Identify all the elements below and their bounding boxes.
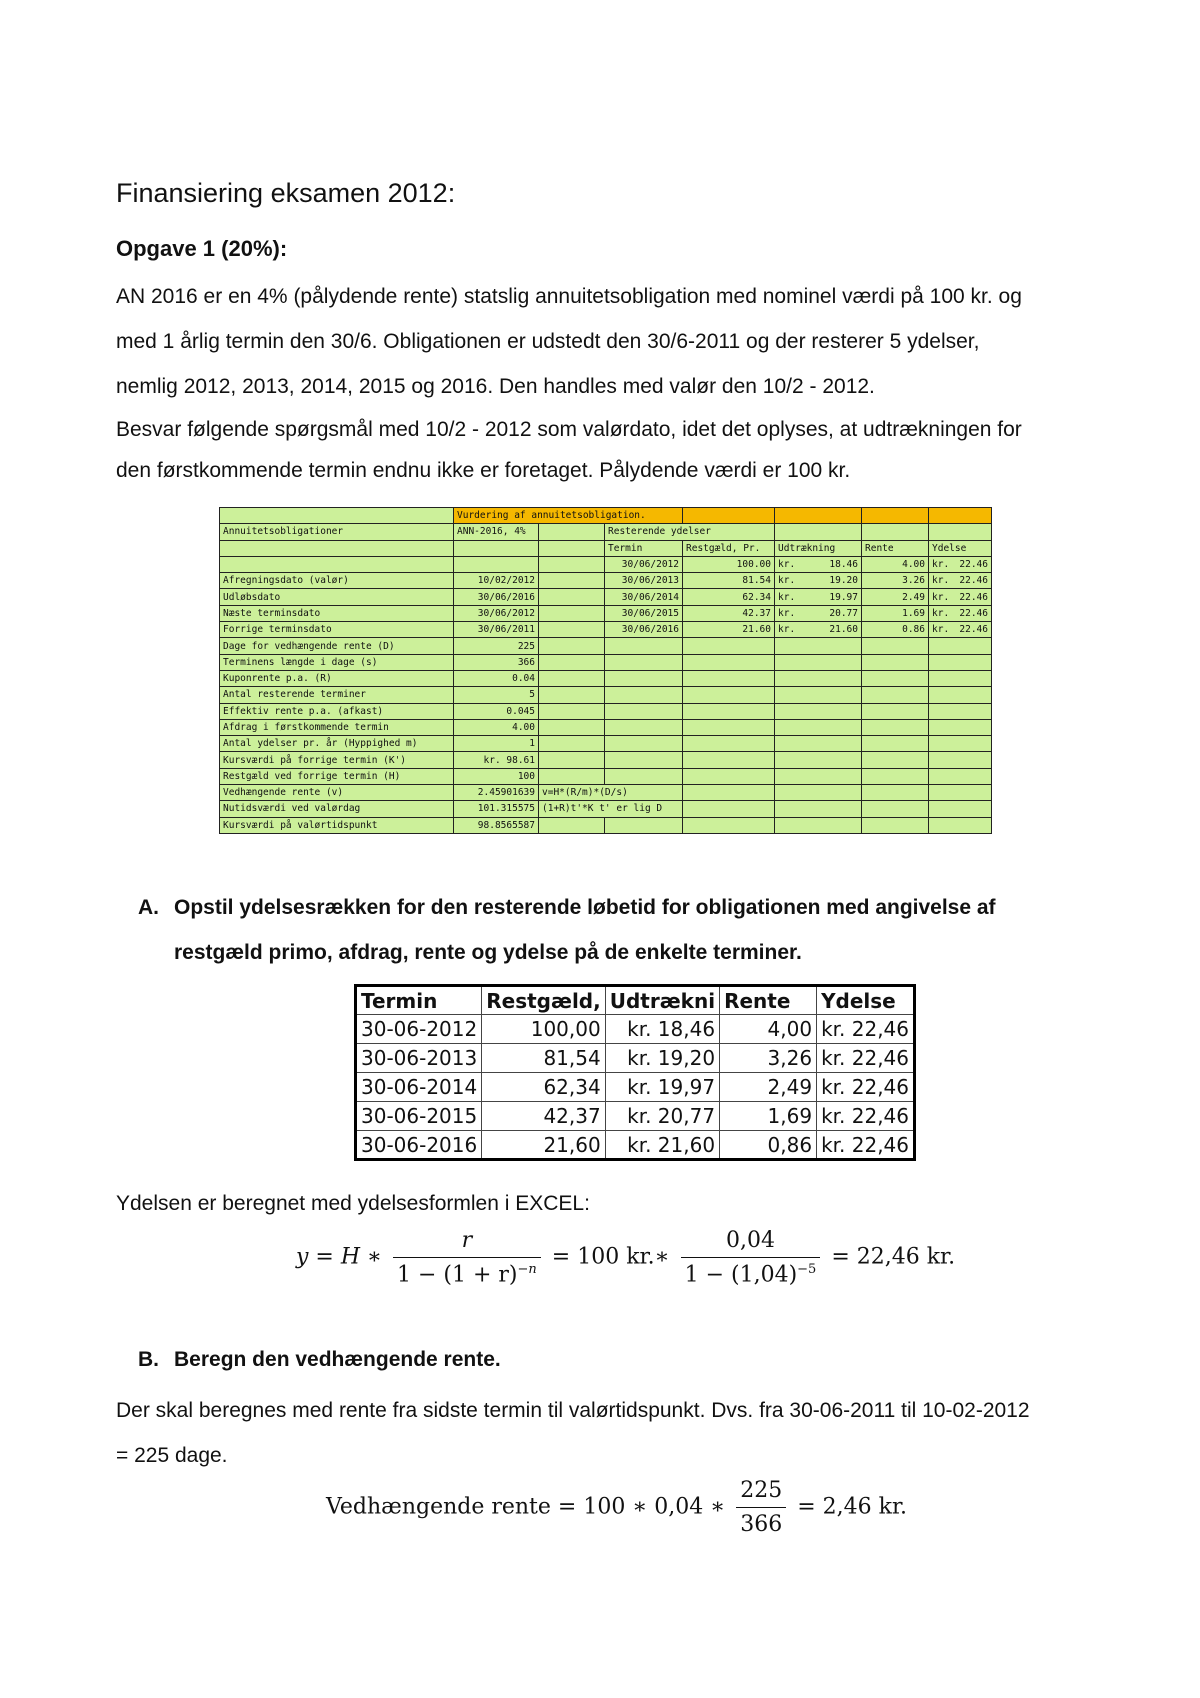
sheet-cell: 30/06/2015 xyxy=(605,605,683,621)
table-row xyxy=(356,1131,915,1160)
sheet-cell xyxy=(929,785,992,801)
sheet-cell xyxy=(862,736,929,752)
sheet-cell xyxy=(454,556,539,572)
udtr-value: 19.97 xyxy=(829,591,858,603)
sheet-cell xyxy=(929,736,992,752)
sheet-cell: Vurdering af annuitetsobligation. xyxy=(454,508,683,524)
sheet-cell: Afregningsdato (valør) xyxy=(220,573,454,589)
sheet-row xyxy=(220,573,992,589)
sheet-cell xyxy=(862,785,929,801)
table-cell: 30-06-2012 xyxy=(356,1015,482,1044)
sheet-cell xyxy=(605,670,683,686)
sheet-row xyxy=(220,719,992,735)
intro-line: Besvar følgende spørgsmål med 10/2 - 2012 som valørdato, idet det oplyses, at udtrækningen for xyxy=(116,418,1022,441)
table-cell: kr. 22,46 xyxy=(817,1073,915,1102)
fraction-days xyxy=(736,1478,786,1537)
sheet-cell: Termin xyxy=(605,540,683,556)
section-title: Opgave 1 (20%): xyxy=(116,236,288,261)
sheet-cell xyxy=(220,540,454,556)
table-cell: kr. 20,77 xyxy=(605,1102,719,1131)
sheet-cell: 2.45901639 xyxy=(454,785,539,801)
kr-unit: kr. xyxy=(932,575,950,587)
sheet-cell xyxy=(929,703,992,719)
sheet-row xyxy=(220,524,992,540)
sheet-cell xyxy=(862,768,929,784)
sheet-cell xyxy=(929,801,992,817)
task-a-line1: Opstil ydelsesrækken for den resterende løbetid for obligationen med angivelse af xyxy=(174,896,996,919)
sheet-cell xyxy=(539,540,605,556)
sheet-row xyxy=(220,670,992,686)
sheet-cell: 2.49 xyxy=(862,589,929,605)
task-a-line2: restgæld primo, afdrag, rente og ydelse på de enkelte terminer. xyxy=(174,941,802,964)
sheet-cell xyxy=(539,687,605,703)
sheet-row xyxy=(220,768,992,784)
fraction-general xyxy=(393,1228,541,1287)
intro-line: AN 2016 er en 4% (pålydende rente) statslig annuitetsobligation med nominel værdi på 100 kr. og xyxy=(116,285,1022,308)
sheet-cell: 62.34 xyxy=(683,589,775,605)
sheet-cell xyxy=(862,801,929,817)
sheet-cell: 0.045 xyxy=(454,703,539,719)
kr-unit: kr. xyxy=(778,624,796,636)
sheet-cell xyxy=(862,524,929,540)
sheet-cell xyxy=(220,556,454,572)
sheet-row xyxy=(220,589,992,605)
sheet-cell: Resterende ydelser xyxy=(605,524,775,540)
annuity-formula xyxy=(296,1228,955,1287)
table-cell: kr. 22,46 xyxy=(817,1015,915,1044)
sheet-cell xyxy=(605,768,683,784)
sheet-cell xyxy=(929,524,992,540)
fraction-numerator: r xyxy=(393,1228,541,1258)
sheet-cell: 1 xyxy=(454,736,539,752)
column-header: Termin xyxy=(356,986,482,1015)
sheet-cell xyxy=(683,801,775,817)
ydelse-text: Ydelsen er beregnet med ydelsesformlen i EXCEL: xyxy=(116,1192,590,1215)
formula-rhs: = 2,46 kr. xyxy=(797,1494,908,1520)
sheet-cell xyxy=(929,605,992,621)
sheet-cell xyxy=(775,670,862,686)
sheet-row xyxy=(220,703,992,719)
sheet-row xyxy=(220,817,992,833)
table-cell: 30-06-2015 xyxy=(356,1102,482,1131)
sheet-cell xyxy=(683,752,775,768)
sheet-cell: 30/06/2014 xyxy=(605,589,683,605)
sheet-cell xyxy=(775,556,862,572)
sheet-cell: Forrige terminsdato xyxy=(220,622,454,638)
sheet-cell xyxy=(862,817,929,833)
table-cell: 30-06-2014 xyxy=(356,1073,482,1102)
sheet-cell: ANN-2016, 4% xyxy=(454,524,539,540)
sheet-cell xyxy=(683,719,775,735)
table-cell: 62,34 xyxy=(482,1073,605,1102)
sheet-cell: Næste terminsdato xyxy=(220,605,454,621)
sheet-cell: 0.86 xyxy=(862,622,929,638)
kr-unit: kr. xyxy=(932,591,950,603)
sheet-cell xyxy=(929,719,992,735)
table-cell: 3,26 xyxy=(720,1044,817,1073)
udtr-value: 18.46 xyxy=(829,559,858,571)
sheet-cell xyxy=(220,508,454,524)
formula-rhs: = 22,46 kr. xyxy=(831,1244,956,1270)
sheet-cell xyxy=(539,605,605,621)
fraction-denominator xyxy=(393,1258,541,1287)
task-b xyxy=(138,1348,501,1372)
table-cell: 81,54 xyxy=(482,1044,605,1073)
kr-unit: kr. xyxy=(778,591,796,603)
den-base: 1 − (1,04) xyxy=(684,1262,798,1288)
sheet-row xyxy=(220,752,992,768)
sheet-cell xyxy=(929,752,992,768)
sheet-cell xyxy=(775,719,862,735)
sheet-cell xyxy=(929,573,992,589)
sheet-cell xyxy=(683,670,775,686)
table-cell: 0,86 xyxy=(720,1131,817,1160)
sheet-cell: Annuitetsobligationer xyxy=(220,524,454,540)
sheet-cell: 30/06/2012 xyxy=(605,556,683,572)
sheet-cell: 10/02/2012 xyxy=(454,573,539,589)
sheet-cell xyxy=(605,752,683,768)
table-cell: 42,37 xyxy=(482,1102,605,1131)
sheet-cell xyxy=(929,768,992,784)
sheet-row xyxy=(220,785,992,801)
table-cell: kr. 18,46 xyxy=(605,1015,719,1044)
sheet-cell: 366 xyxy=(454,654,539,670)
sheet-cell xyxy=(775,703,862,719)
sheet-cell: 5 xyxy=(454,687,539,703)
sheet-cell xyxy=(929,508,992,524)
sheet-cell xyxy=(539,736,605,752)
sheet-cell: Antal ydelser pr. år (Hyppighed m) xyxy=(220,736,454,752)
table-cell: 1,69 xyxy=(720,1102,817,1131)
sheet-cell: 30/06/2013 xyxy=(605,573,683,589)
ydelse-value: 22.46 xyxy=(959,575,988,587)
table-row xyxy=(356,1044,915,1073)
sheet-cell: 3.26 xyxy=(862,573,929,589)
sheet-cell: Restgæld, Pr. xyxy=(683,540,775,556)
fraction-numerator: 0,04 xyxy=(681,1228,821,1258)
formula-mid: = 100 kr.∗ xyxy=(551,1244,670,1270)
table-cell: 30-06-2013 xyxy=(356,1044,482,1073)
task-a-label: A. xyxy=(138,896,159,919)
sheet-cell: Rente xyxy=(862,540,929,556)
sheet-cell xyxy=(775,508,862,524)
intro-line: med 1 årlig termin den 30/6. Obligationen er udstedt den 30/6-2011 og der resterer 5 ydelser, xyxy=(116,330,980,353)
sheet-cell xyxy=(775,524,862,540)
sheet-cell: kr. 98.61 xyxy=(454,752,539,768)
table-cell: kr. 19,20 xyxy=(605,1044,719,1073)
sheet-cell xyxy=(775,573,862,589)
b-text xyxy=(116,1388,1106,1478)
sheet-cell xyxy=(929,670,992,686)
sheet-cell xyxy=(775,752,862,768)
sheet-cell: 100 xyxy=(454,768,539,784)
sheet-cell xyxy=(539,768,605,784)
sheet-cell xyxy=(454,540,539,556)
sheet-cell: Afdrag i førstkommende termin xyxy=(220,719,454,735)
sheet-cell xyxy=(683,654,775,670)
sheet-cell xyxy=(683,817,775,833)
sheet-cell xyxy=(539,524,605,540)
sheet-cell: 21.60 xyxy=(683,622,775,638)
sheet-cell xyxy=(539,719,605,735)
sheet-cell xyxy=(539,670,605,686)
sheet-cell xyxy=(775,817,862,833)
sheet-cell xyxy=(775,654,862,670)
column-header: Restgæld, xyxy=(482,986,605,1015)
table-row xyxy=(356,1073,915,1102)
sheet-row xyxy=(220,622,992,638)
sheet-cell xyxy=(539,622,605,638)
sheet-cell: Ydelse xyxy=(929,540,992,556)
b-line: = 225 dage. xyxy=(116,1444,228,1467)
sheet-cell xyxy=(683,508,775,524)
sheet-cell xyxy=(683,785,775,801)
sheet-cell: 101.315575 xyxy=(454,801,539,817)
kr-unit: kr. xyxy=(932,624,950,636)
column-header: Rente xyxy=(720,986,817,1015)
sheet-cell xyxy=(862,687,929,703)
sheet-cell: 30/06/2016 xyxy=(454,589,539,605)
sheet-cell: 4.00 xyxy=(862,556,929,572)
formula-lhs: y = H ∗ xyxy=(296,1244,382,1270)
sheet-cell xyxy=(539,556,605,572)
sheet-cell: 225 xyxy=(454,638,539,654)
intro-line: den førstkommende termin endnu ikke er foretaget. Pålydende værdi er 100 kr. xyxy=(116,459,851,482)
sheet-cell xyxy=(539,703,605,719)
sheet-cell: 30/06/2011 xyxy=(454,622,539,638)
sheet-cell xyxy=(539,752,605,768)
sheet-cell xyxy=(539,573,605,589)
table-row xyxy=(356,1102,915,1131)
kr-unit: kr. xyxy=(778,559,796,571)
sheet-cell: Antal resterende terminer xyxy=(220,687,454,703)
sheet-cell xyxy=(862,654,929,670)
sheet-cell: 4.00 xyxy=(454,719,539,735)
column-header: Udtrækni xyxy=(605,986,719,1015)
den-base: 1 − (1 + r) xyxy=(396,1262,518,1288)
formula-lhs: Vedhængende rente = 100 ∗ 0,04 ∗ xyxy=(326,1494,726,1520)
sheet-cell: Kuponrente p.a. (R) xyxy=(220,670,454,686)
udtr-value: 19.20 xyxy=(829,575,858,587)
sheet-cell: 42.37 xyxy=(683,605,775,621)
intro-line: nemlig 2012, 2013, 2014, 2015 og 2016. Den handles med valør den 10/2 - 2012. xyxy=(116,375,875,398)
sheet-cell xyxy=(775,589,862,605)
sheet-cell xyxy=(683,638,775,654)
sheet-cell: Effektiv rente p.a. (afkast) xyxy=(220,703,454,719)
sheet-cell xyxy=(862,703,929,719)
sheet-cell xyxy=(775,687,862,703)
sheet-row xyxy=(220,654,992,670)
den-exponent: −n xyxy=(517,1262,537,1277)
sheet-cell: 0.04 xyxy=(454,670,539,686)
ydelse-value: 22.46 xyxy=(959,607,988,619)
sheet-cell: Kursværdi på valørtidspunkt xyxy=(220,817,454,833)
table-cell: 21,60 xyxy=(482,1131,605,1160)
sheet-cell xyxy=(862,638,929,654)
payment-schedule-table xyxy=(354,984,916,1161)
sheet-cell xyxy=(775,605,862,621)
fraction-numerator: 225 xyxy=(736,1478,786,1508)
table-cell: 2,49 xyxy=(720,1073,817,1102)
sheet-cell xyxy=(775,638,862,654)
sheet-header-row xyxy=(220,508,992,524)
sheet-cell xyxy=(929,817,992,833)
sheet-cell: 81.54 xyxy=(683,573,775,589)
b-line: Der skal beregnes med rente fra sidste termin til valørtidspunkt. Dvs. fra 30-06-2011 til 10-02-2012 xyxy=(116,1399,1030,1422)
sheet-cell: Udtrækning xyxy=(775,540,862,556)
kr-unit: kr. xyxy=(778,575,796,587)
sheet-cell xyxy=(929,589,992,605)
sheet-cell xyxy=(539,654,605,670)
sheet-row xyxy=(220,801,992,817)
table-cell: kr. 21,60 xyxy=(605,1131,719,1160)
sheet-cell xyxy=(605,703,683,719)
sheet-cell: Restgæld ved forrige termin (H) xyxy=(220,768,454,784)
schedule-header-row xyxy=(356,986,915,1015)
table-cell: 100,00 xyxy=(482,1015,605,1044)
sheet-cell xyxy=(605,687,683,703)
fraction-denominator xyxy=(681,1258,821,1287)
sheet-cell xyxy=(539,638,605,654)
sheet-row xyxy=(220,540,992,556)
ydelse-value: 22.46 xyxy=(959,559,988,571)
kr-unit: kr. xyxy=(932,559,950,571)
sheet-cell: 30/06/2016 xyxy=(605,622,683,638)
sheet-cell: 1.69 xyxy=(862,605,929,621)
sheet-cell xyxy=(683,768,775,784)
ydelse-value: 22.46 xyxy=(959,624,988,636)
valuation-spreadsheet xyxy=(219,507,992,834)
sheet-cell xyxy=(929,687,992,703)
sheet-cell: Kursværdi på forrige termin (K') xyxy=(220,752,454,768)
page-title: Finansiering eksamen 2012: xyxy=(116,178,456,208)
table-cell: 4,00 xyxy=(720,1015,817,1044)
fraction-denominator: 366 xyxy=(740,1512,783,1537)
fraction-values xyxy=(681,1228,821,1287)
sheet-cell xyxy=(683,736,775,752)
intro-text xyxy=(116,274,1106,491)
sheet-cell xyxy=(929,654,992,670)
sheet-row xyxy=(220,687,992,703)
ydelse-value: 22.46 xyxy=(959,591,988,603)
sheet-cell xyxy=(605,817,683,833)
sheet-cell: Nutidsværdi ved valørdag xyxy=(220,801,454,817)
sheet-row xyxy=(220,605,992,621)
sheet-row xyxy=(220,638,992,654)
sheet-cell xyxy=(929,638,992,654)
sheet-cell xyxy=(775,801,862,817)
sheet-cell xyxy=(605,719,683,735)
sheet-cell xyxy=(683,703,775,719)
sheet-cell xyxy=(929,622,992,638)
sheet-cell: Dage for vedhængende rente (D) xyxy=(220,638,454,654)
sheet-cell xyxy=(539,589,605,605)
sheet-cell: Vedhængende rente (v) xyxy=(220,785,454,801)
table-cell: kr. 22,46 xyxy=(817,1131,915,1160)
kr-unit: kr. xyxy=(778,607,796,619)
sheet-cell: 100.00 xyxy=(683,556,775,572)
sheet-cell: Terminens længde i dage (s) xyxy=(220,654,454,670)
sheet-cell xyxy=(775,768,862,784)
udtr-value: 21.60 xyxy=(829,624,858,636)
sheet-cell xyxy=(862,508,929,524)
sheet-cell xyxy=(605,654,683,670)
sheet-cell xyxy=(605,638,683,654)
task-b-text: Beregn den vedhængende rente. xyxy=(174,1348,501,1371)
task-b-label: B. xyxy=(138,1348,159,1371)
sheet-cell xyxy=(862,719,929,735)
sheet-cell: v=H*(R/m)*(D/s) xyxy=(539,785,683,801)
accrued-interest-formula xyxy=(326,1478,907,1537)
sheet-cell xyxy=(539,817,605,833)
sheet-cell xyxy=(862,670,929,686)
table-row xyxy=(356,1015,915,1044)
sheet-row xyxy=(220,736,992,752)
sheet-cell xyxy=(775,785,862,801)
table-cell: kr. 22,46 xyxy=(817,1102,915,1131)
sheet-cell xyxy=(862,752,929,768)
table-cell: kr. 22,46 xyxy=(817,1044,915,1073)
sheet-cell xyxy=(929,556,992,572)
den-exponent: −5 xyxy=(797,1262,817,1277)
sheet-cell: Udløbsdato xyxy=(220,589,454,605)
sheet-cell xyxy=(605,736,683,752)
table-cell: kr. 19,97 xyxy=(605,1073,719,1102)
sheet-cell: 98.8565587 xyxy=(454,817,539,833)
sheet-cell xyxy=(683,687,775,703)
udtr-value: 20.77 xyxy=(829,607,858,619)
task-a xyxy=(138,896,996,920)
sheet-cell xyxy=(775,622,862,638)
column-header: Ydelse xyxy=(817,986,915,1015)
sheet-cell xyxy=(775,736,862,752)
sheet-cell: 30/06/2012 xyxy=(454,605,539,621)
sheet-row xyxy=(220,556,992,572)
sheet-cell: (1+R)t'*K t' er lig D xyxy=(539,801,683,817)
table-cell: 30-06-2016 xyxy=(356,1131,482,1160)
kr-unit: kr. xyxy=(932,607,950,619)
